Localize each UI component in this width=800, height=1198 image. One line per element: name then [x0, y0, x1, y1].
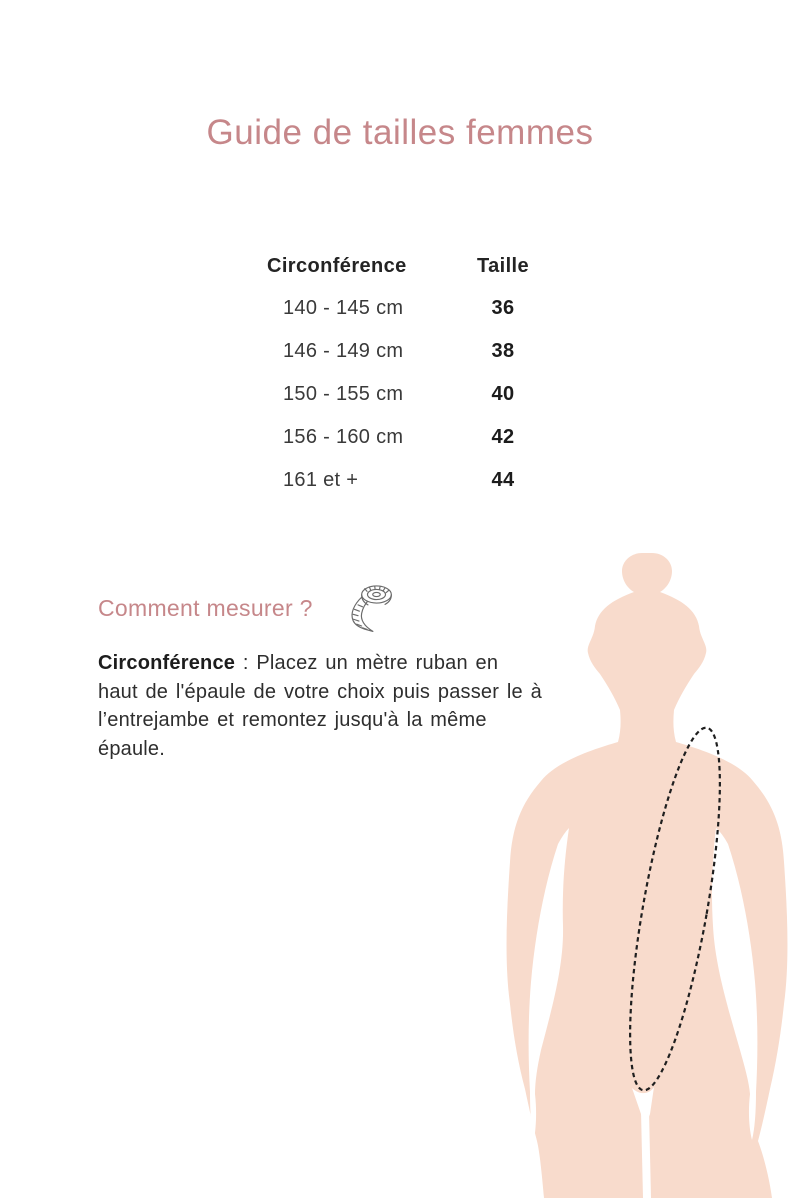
table-row — [267, 373, 533, 416]
table-row — [267, 459, 533, 502]
measuring-tape-icon — [345, 581, 399, 635]
instruction-line-4: épaule. — [98, 737, 166, 760]
how-to-measure-section — [98, 581, 399, 635]
table-row — [267, 330, 533, 373]
circumference-value: 146 - 149 cm — [283, 340, 404, 362]
size-header: Taille — [476, 255, 530, 277]
size-value: 38 — [491, 340, 515, 362]
instruction-label: Circonférence — [98, 652, 236, 674]
female-body-silhouette — [500, 540, 800, 1198]
size-table — [267, 246, 533, 502]
instruction-line-2: haut de l'épaule de votre choix puis passer le à — [98, 680, 542, 703]
circumference-value: 156 - 160 cm — [283, 426, 404, 448]
circumference-header: Circonférence — [267, 255, 407, 277]
size-value: 36 — [491, 297, 515, 319]
size-value: 40 — [491, 383, 515, 405]
instruction-line-3: l’entrejambe et remontez jusqu'à la même — [98, 709, 487, 731]
circumference-value: 140 - 145 cm — [283, 297, 404, 319]
size-table-header-row — [267, 246, 533, 287]
page-title: Guide de tailles femmes — [206, 113, 594, 152]
how-to-measure-heading: Comment mesurer ? — [98, 594, 313, 621]
size-value: 42 — [491, 426, 515, 448]
circumference-value: 161 et + — [283, 469, 359, 491]
table-row — [267, 287, 533, 330]
circumference-value: 150 - 155 cm — [283, 383, 404, 405]
table-row — [267, 416, 533, 459]
instruction-line-1: : Placez un mètre ruban en — [235, 652, 499, 674]
size-value: 44 — [491, 469, 515, 491]
